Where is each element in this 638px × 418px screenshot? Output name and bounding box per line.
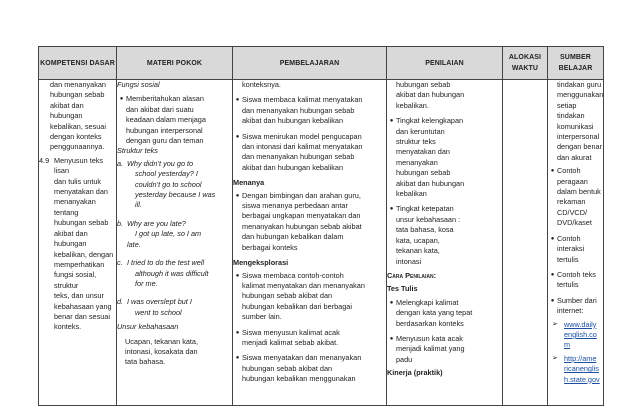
text-line: keadaan dalam menjaga xyxy=(126,115,206,125)
section-title-kinerja: Kinerja (praktik) xyxy=(387,368,443,378)
text-line: CD/VCD/ xyxy=(557,207,587,217)
syllabus-table xyxy=(38,46,604,406)
text-line: dan menanyakan hubungan sebab xyxy=(242,105,355,115)
text-line: kebalikan xyxy=(396,189,427,199)
bullet-dot-icon: ● xyxy=(550,297,555,304)
header-sumber xyxy=(548,47,604,80)
bullet-dot-icon: ● xyxy=(550,168,555,175)
bullet-item xyxy=(548,270,603,291)
header-kompetensi: KOMPETENSI DASAR xyxy=(39,47,117,80)
text-line: dan hubungan kebalikan dalam xyxy=(242,232,344,242)
text-line: fungsi sosial, struktur xyxy=(54,270,97,290)
text-line: tata bahasa. xyxy=(125,357,166,367)
dialog-item xyxy=(117,219,232,250)
text-line: setiap xyxy=(557,100,577,110)
text-line: penggunaannya. xyxy=(50,142,105,152)
bullet-dot-icon: ● xyxy=(550,271,555,278)
text-line: Contoh teks xyxy=(557,269,596,279)
text-line: tekanan kata, xyxy=(396,246,440,256)
header-materi: MATERI POKOK xyxy=(117,47,233,80)
dialog-item xyxy=(117,159,232,211)
text-line: unsur kebahasaan : xyxy=(396,214,461,224)
text-line: Tingkat kelengkapan xyxy=(396,116,464,126)
text-line: interaksi xyxy=(557,244,585,254)
cell-materi xyxy=(117,80,233,406)
bullet-item xyxy=(387,298,502,329)
text-line: went to school xyxy=(135,307,182,317)
text-line: berbagai ungkapan menyatakan dan xyxy=(242,211,361,221)
text-line: akibat dan hubungan kebalikan xyxy=(242,116,344,126)
dialog-letter: d. xyxy=(117,297,124,307)
text-line: menanyakan tentang xyxy=(54,197,96,217)
bullet-item xyxy=(387,334,502,365)
bullet-item xyxy=(233,353,386,384)
text-line: internet: xyxy=(557,306,584,316)
text-line: Siswa menyusun kalimat acak xyxy=(242,327,340,337)
bullet-item xyxy=(387,204,502,266)
text-line: tata bahasa, kosa xyxy=(396,225,454,235)
dialog-letter: a. xyxy=(117,158,124,168)
section-title-tes: Tes Tulis xyxy=(387,284,418,294)
text-line: kebalikan, sesuai xyxy=(50,121,106,131)
text-line: dan keruntutan xyxy=(396,126,445,136)
text-line: kebahasaan yang xyxy=(54,301,112,311)
bullet-dot-icon: ● xyxy=(235,355,240,362)
header-alokasi xyxy=(503,47,548,80)
header-penilaian: PENILAIAN xyxy=(387,47,503,80)
text-line: akibat dan hubungan xyxy=(396,178,465,188)
bullet-item xyxy=(387,116,502,199)
text-line: menyatakan dan xyxy=(396,147,450,157)
text-line: peragaan xyxy=(557,176,588,186)
text-line: menggunakan xyxy=(557,90,604,100)
bullet-dot-icon: ● xyxy=(119,96,124,103)
link-text[interactable]: http://ame xyxy=(564,353,597,363)
cell-penilaian xyxy=(387,80,503,406)
section-title-cara: Cara Penilaian: xyxy=(387,270,437,280)
text-line: tindakan xyxy=(557,111,585,121)
bullet-dot-icon: ● xyxy=(235,329,240,336)
link-text[interactable]: english.co xyxy=(564,329,597,339)
text-line: dan menanyakan hubungan sebab xyxy=(242,152,355,162)
section-title-menanya: Menanya xyxy=(233,178,265,188)
bullet-item xyxy=(548,166,603,228)
text-line: menanyakan xyxy=(396,157,438,167)
text-line: tindakan guru xyxy=(557,80,602,89)
competency-number: 4.9 xyxy=(39,155,50,165)
text-line: dan intonasi dari kalimat menyatakan xyxy=(242,142,363,152)
bullet-dot-icon: ● xyxy=(389,299,394,306)
text-line: menjadi kalimat sebab akibat. xyxy=(242,337,339,347)
text-line: yesterday because I was xyxy=(135,190,216,200)
text-line: hubungan sebab xyxy=(54,218,109,228)
text-line: rekaman xyxy=(557,197,586,207)
text-line: tertulis xyxy=(557,254,579,264)
text-line: Memberitahukan alasan xyxy=(126,94,204,104)
text-line: for me. xyxy=(135,278,158,288)
bullet-item xyxy=(233,328,386,349)
dialog-letter: c. xyxy=(117,258,123,268)
bullet-dot-icon: ● xyxy=(235,133,240,140)
header-sumber-line2: BELAJAR xyxy=(558,65,593,72)
header-sumber-line1: SUMBER xyxy=(560,54,591,61)
link-text[interactable]: ricanenglis xyxy=(564,364,599,374)
bullet-item xyxy=(233,95,386,126)
text-line: akibat dan hubungan xyxy=(396,90,465,100)
arrow-bullet-icon: ➢ xyxy=(552,320,558,328)
text-line: dan akibat dari suatu xyxy=(126,104,194,114)
dialog-item xyxy=(117,258,232,289)
text-line: hubungan kebalikan menggunakan xyxy=(242,374,356,384)
text-line: DVD/kaset xyxy=(557,218,592,228)
text-line: ill. xyxy=(135,200,142,210)
text-line: teks, dan unsur xyxy=(54,291,104,301)
section-title-struktur: Struktur teks xyxy=(117,146,158,156)
text-line: konteksnya. xyxy=(242,80,281,89)
text-line: kata, ucapan, xyxy=(396,235,440,245)
header-alokasi-line2: WAKTU xyxy=(511,65,539,72)
text-line: Why didn’t you go to xyxy=(127,158,194,168)
text-line: berdasarkan konteks xyxy=(396,318,464,328)
cell-pembelajaran xyxy=(233,80,387,406)
text-line: siswa menanya perbedaan antar xyxy=(242,201,348,211)
text-line: Dengan bimbingan dan arahan guru, xyxy=(242,190,361,200)
text-line: struktur teks xyxy=(396,137,436,147)
text-line: hubungan kebalikan dari berbagai xyxy=(242,301,352,311)
bullet-dot-icon: ● xyxy=(389,206,394,213)
bullet-dot-icon: ● xyxy=(550,235,555,242)
text-line: Contoh xyxy=(557,233,581,243)
bullet-item xyxy=(233,271,386,323)
text-line: Ucapan, tekanan kata, xyxy=(125,336,199,346)
header-pembelajaran: PEMBELAJARAN xyxy=(233,47,387,80)
text-line: Siswa menyatakan dan menanyakan xyxy=(242,353,362,363)
text-line: padu xyxy=(396,354,413,364)
section-title-unsur: Unsur kebahasaan xyxy=(117,322,179,332)
bullet-dot-icon: ● xyxy=(235,97,240,104)
text-line: akibat dan hubungan xyxy=(54,228,88,249)
link-item[interactable] xyxy=(548,320,603,351)
text-line: I was overslept but I xyxy=(127,297,192,307)
bullet-dot-icon: ● xyxy=(235,272,240,279)
text-line: sumber lain. xyxy=(242,312,282,322)
text-line: konteks. xyxy=(54,322,82,332)
text-line: dengan konteks xyxy=(50,132,102,142)
text-line: menjadi kalimat yang xyxy=(396,344,465,354)
dialog-letter: b. xyxy=(117,218,124,228)
bullet-item xyxy=(117,94,232,146)
text-line: I tried to do the test well xyxy=(127,258,205,268)
bullet-dot-icon: ● xyxy=(389,335,394,342)
text-line: Why are you late? xyxy=(127,218,186,228)
text-line: Menyusun teks lisan xyxy=(54,155,104,176)
text-line: tertulis xyxy=(557,280,579,290)
text-line: school yesterday? I xyxy=(135,169,198,179)
bullet-item xyxy=(548,234,603,265)
text-line: late. xyxy=(127,239,141,249)
text-line: hubungan sebab xyxy=(396,80,451,89)
section-title-fungsi: Fungsi sosial xyxy=(117,80,160,89)
cell-alokasi xyxy=(503,80,548,406)
text-line: kebalikan. xyxy=(396,100,429,110)
text-line: Siswa membaca contoh-contoh xyxy=(242,270,344,280)
cell-sumber xyxy=(548,80,604,406)
text-line: dengan benar xyxy=(557,142,603,152)
text-line: berbagai konteks xyxy=(242,242,298,252)
text-line: interpersonal xyxy=(557,132,600,142)
text-line: komunikasi xyxy=(557,121,594,131)
bullet-dot-icon: ● xyxy=(389,118,394,125)
bullet-item xyxy=(548,296,603,317)
text-line: hubungan sebab akibat dan xyxy=(242,363,333,373)
text-line: akibat dan hubungan xyxy=(50,100,84,121)
competency-item xyxy=(39,156,116,333)
text-line: hubungan sebab akibat dan xyxy=(242,291,333,301)
text-line: I got up late, so I am xyxy=(135,229,202,239)
text-line: intonasi, kosakata dan xyxy=(125,346,198,356)
text-line: Sumber dari xyxy=(557,295,597,305)
text-line: Tingkat ketepatan xyxy=(396,204,454,214)
text-line: memperhatikan xyxy=(54,259,105,269)
link-text[interactable]: www.daily xyxy=(564,319,597,329)
text-line: hubungan interpersonal xyxy=(126,125,203,135)
section-title-eksplorasi: Mengeksplorasi xyxy=(233,258,289,268)
header-alokasi-line1: ALOKASI xyxy=(508,54,542,61)
header-row xyxy=(39,47,604,80)
text-line: kalimat menyatakan dan menanyakan xyxy=(242,280,365,290)
dialog-item xyxy=(117,297,232,318)
text-line: hubungan sebab xyxy=(50,90,105,100)
text-line: dan tulis untuk xyxy=(54,176,102,186)
text-line: intonasi xyxy=(396,256,422,266)
text-line: Contoh xyxy=(557,166,581,176)
text-line: couldn’t go to school xyxy=(135,179,202,189)
bullet-item xyxy=(233,132,386,174)
text-line: dengan kata yang tepat xyxy=(396,308,473,318)
content-row xyxy=(39,80,604,406)
text-line: menanyakan hubungan sebab akibat xyxy=(242,221,362,231)
text-line: akibat dan hubungan kebalikan xyxy=(242,162,344,172)
bullet-dot-icon: ● xyxy=(235,192,240,199)
cell-kompetensi xyxy=(39,80,117,406)
text-line: benar dan sesuai xyxy=(54,311,110,321)
text-line: Melengkapi kalimat xyxy=(396,297,459,307)
link-text[interactable]: m xyxy=(564,340,571,350)
text-line: although it was difficult xyxy=(135,268,209,278)
text-line: Menyusun kata acak xyxy=(396,333,463,343)
link-text[interactable]: h.state.gov xyxy=(564,374,600,384)
text-line: hubungan sebab xyxy=(396,168,451,178)
arrow-bullet-icon: ➢ xyxy=(552,354,558,362)
text-line: Siswa membaca kalimat menyatakan xyxy=(242,95,363,105)
text-line: dalam bentuk xyxy=(557,187,601,197)
text-line: dan menanyakan xyxy=(50,80,106,89)
link-item[interactable] xyxy=(548,354,603,385)
text-line: Siswa menirukan model pengucapan xyxy=(242,131,362,141)
text-line: menyatakan dan xyxy=(54,187,108,197)
text-line: dan akurat xyxy=(557,152,592,162)
text-line: kebalikan, dengan xyxy=(54,249,114,259)
text-line: dengan guru dan teman xyxy=(126,136,204,146)
bullet-item xyxy=(233,191,386,253)
